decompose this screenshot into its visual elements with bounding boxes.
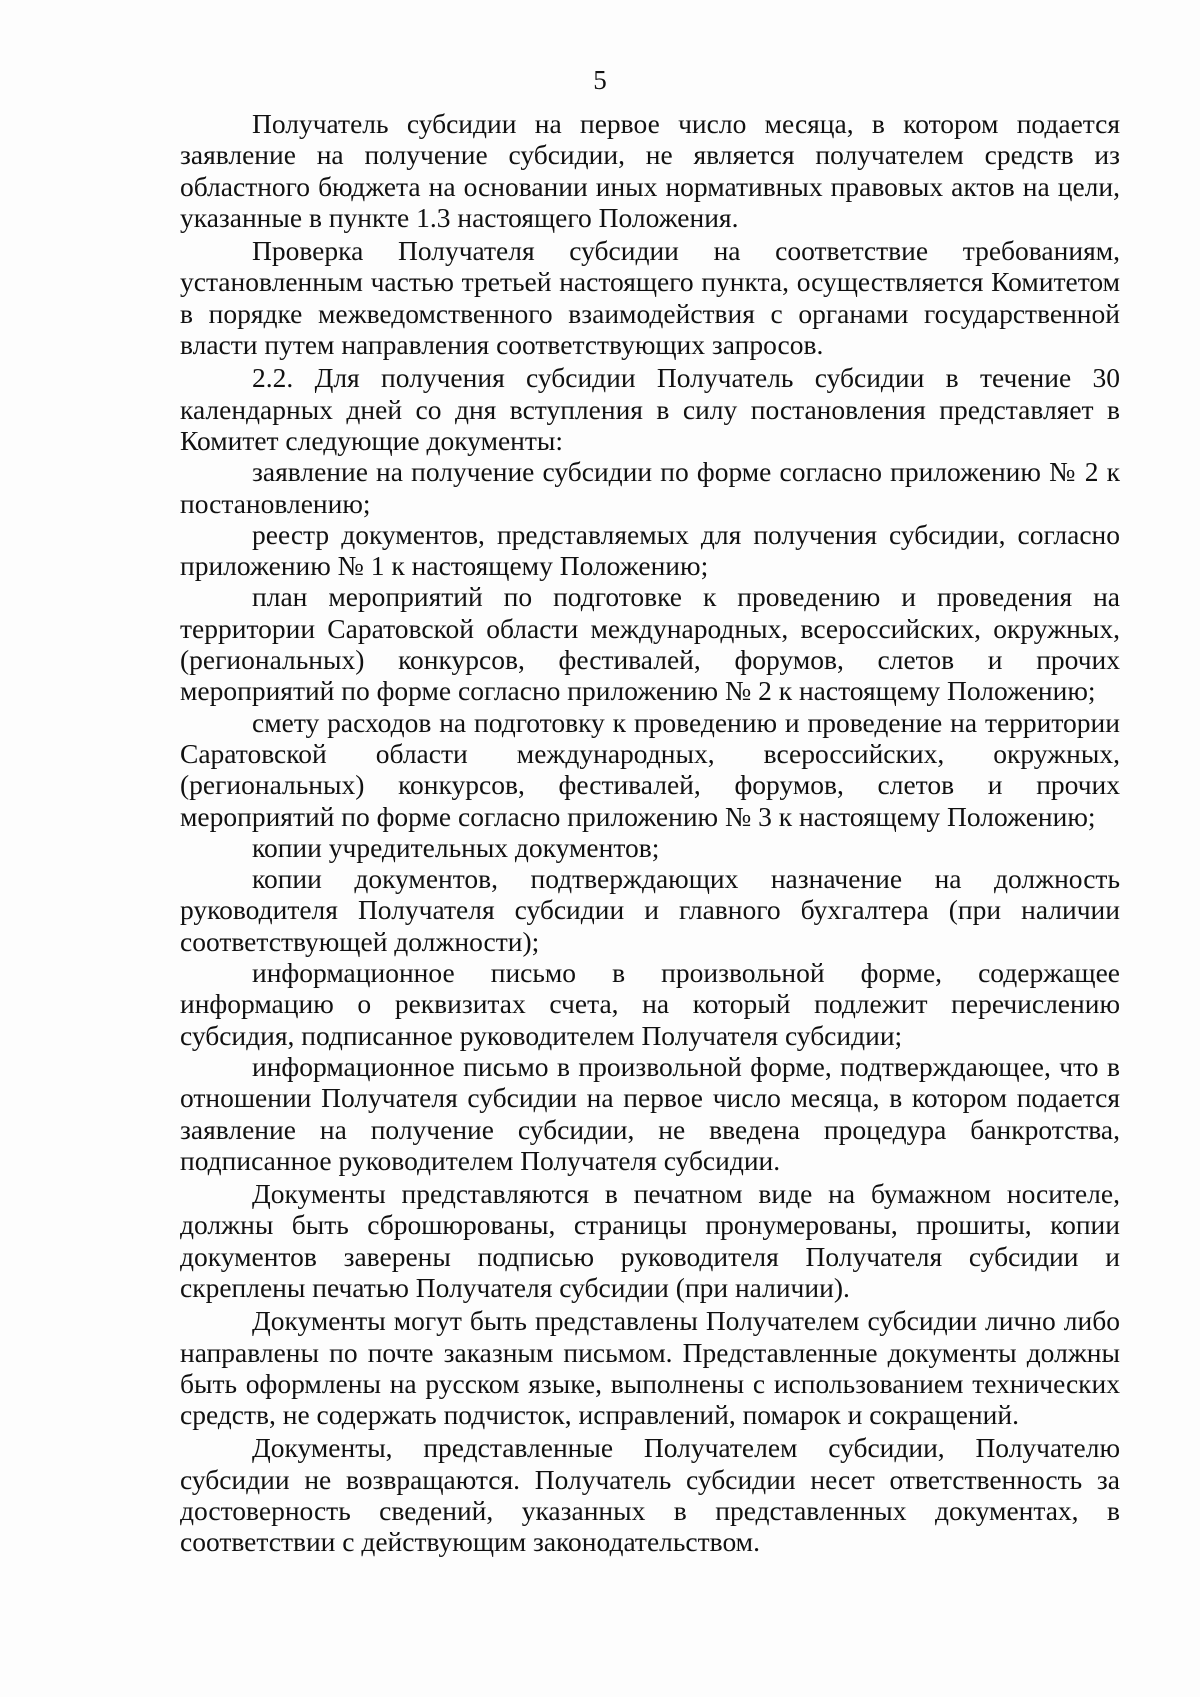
list-item-application: заявление на получение субсидии по форме согласно приложению № 2 к постановлению; xyxy=(180,456,1120,519)
paragraph-document-format: Документы представляются в печатном виде на бумажном носителе, должны быть сброшюрованы, страницы пронумерованы, прошиты, копии документов заверены подписью руководителя Получателя субсидии и скреплены печатью Получателя субсидии (при наличии). xyxy=(180,1178,1120,1303)
list-item-account-details-letter: информационное письмо в произвольной форме, содержащее информацию о реквизитах счета, на который подлежит перечислению субсидия, подписанное руководителем Получателя субсидии; xyxy=(180,957,1120,1051)
page-number: 5 xyxy=(593,65,607,95)
paragraph-submission-method: Документы могут быть представлены Получателем субсидии лично либо направлены по почте заказным письмом. Представленные документы должны быть оформлены на русском языке, выполнены с использованием технических средств, не содержать подчисток, исправлений, помарок и сокращений. xyxy=(180,1305,1120,1431)
document-body xyxy=(180,108,1120,1558)
list-item-appointment-documents: копии документов, подтверждающих назначение на должность руководителя Получателя субсидии и главного бухгалтера (при наличии соответствующей должности); xyxy=(180,863,1120,957)
paragraph-no-return: Документы, представленные Получателем субсидии, Получателю субсидии не возвращаются. Получатель субсидии несет ответственность за достоверность сведений, указанных в представленных документах, в соответствии с действующим законодательством. xyxy=(180,1432,1120,1558)
list-item-event-plan: план мероприятий по подготовке к проведению и проведения на территории Саратовской области международных, всероссийских, окружных, (региональных) конкурсов, фестивалей, форумов, слетов и прочих мероприятий по форме согласно приложению № 2 к настоящему Положению; xyxy=(180,581,1120,707)
list-item-bankruptcy-letter: информационное письмо в произвольной форме, подтверждающее, что в отношении Получателя субсидии на первое число месяца, в котором подается заявление на получение субсидии, не введена процедура банкротства, подписанное руководителем Получателя субсидии. xyxy=(180,1050,1120,1176)
list-item-founding-documents: копии учредительных документов; xyxy=(252,831,660,863)
paragraph-recipient-not-funded: Получатель субсидии на первое число месяца, в котором подается заявление на получение субсидии, не является получателем средств из областного бюджета на основании иных нормативных правовых актов на цели, указанные в пункте 1.3 настоящего Положения. xyxy=(180,108,1120,233)
paragraph-2-2-documents: 2.2. Для получения субсидии Получатель субсидии в течение 30 календарных дней со дня вступления в силу постановления представляет в Комитет следующие документы: xyxy=(180,362,1120,456)
list-item-registry: реестр документов, представляемых для получения субсидии, согласно приложению № 1 к настоящему Положению; xyxy=(180,518,1120,582)
paragraph-verification: Проверка Получателя субсидии на соответствие требованиям, установленным частью третьей настоящего пункта, осуществляется Комитетом в порядке межведомственного взаимодействия с органами государственной власти путем направления соответствующих запросов. xyxy=(180,235,1120,361)
list-item-cost-estimate: смету расходов на подготовку к проведению и проведение на территории Саратовской области международных, всероссийских, окружных, (региональных) конкурсов, фестивалей, форумов, слетов и прочих мероприятий по форме согласно приложению № 3 к настоящему Положению; xyxy=(180,706,1120,832)
